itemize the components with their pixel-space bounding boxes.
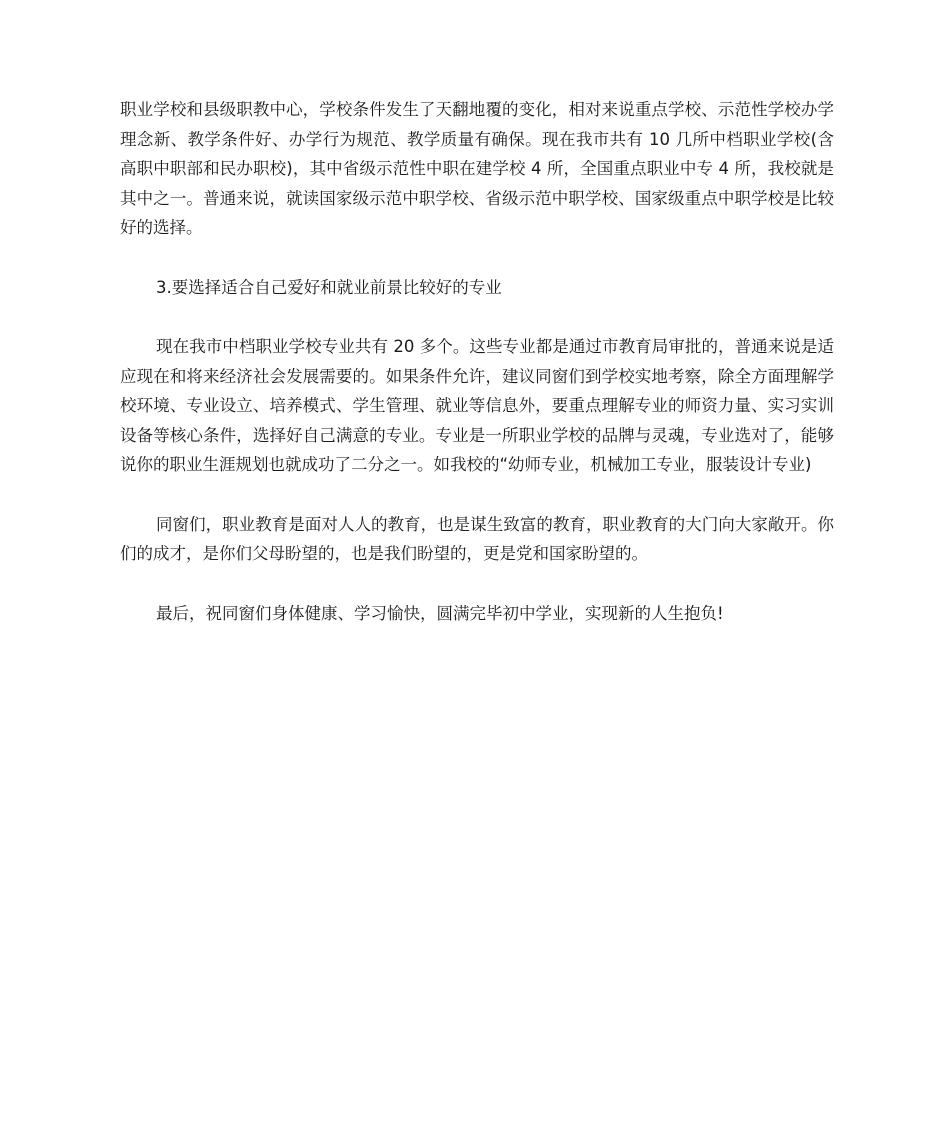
document-body bbox=[120, 95, 834, 658]
paragraph-school-conditions: 职业学校和县级职教中心，学校条件发生了天翻地覆的变化，相对来说重点学校、示范性学校办学理念新、教学条件好、办学行为规范、教学质量有确保。现在我市共有 10 几所中档职业学校(含高职中职部和民办职校)，其中省级示范性中职在建学校 4 所，全国重点职业中专 4 所，我校就是其中之一。普通来说，就读国家级示范中职学校、省级示范中职学校、国家级重点中职学校是比较好的选择。 bbox=[120, 100, 834, 237]
paragraph-closing-wishes: 最后，祝同窗们身体健康、学习愉快，圆满完毕初中学业，实现新的人生抱负! bbox=[156, 603, 724, 623]
section-heading-choose-major: 3.要选择适合自己爱好和就业前景比较好的专业 bbox=[156, 277, 502, 297]
paragraph-vocational-education: 同窗们，职业教育是面对人人的教育，也是谋生致富的教育，职业教育的大门向大家敞开。你们的成才，是你们父母盼望的，也是我们盼望的，更是党和国家盼望的。 bbox=[120, 514, 834, 563]
paragraph-majors: 现在我市中档职业学校专业共有 20 多个。这些专业都是通过市教育局审批的，普通来说是适应现在和将来经济社会发展需要的。如果条件允许，建议同窗们到学校实地考察，除全方面理解学校环境、专业设立、培养模式、学生管理、就业等信息外，要重点理解专业的师资力量、实习实训设备等核心条件，选择好自己满意的专业。专业是一所职业学校的品牌与灵魂，专业选对了，能够说你的职业生涯规划也就成功了二分之一。如我校的“幼师专业，机械加工专业，服装设计专业) bbox=[120, 337, 834, 474]
